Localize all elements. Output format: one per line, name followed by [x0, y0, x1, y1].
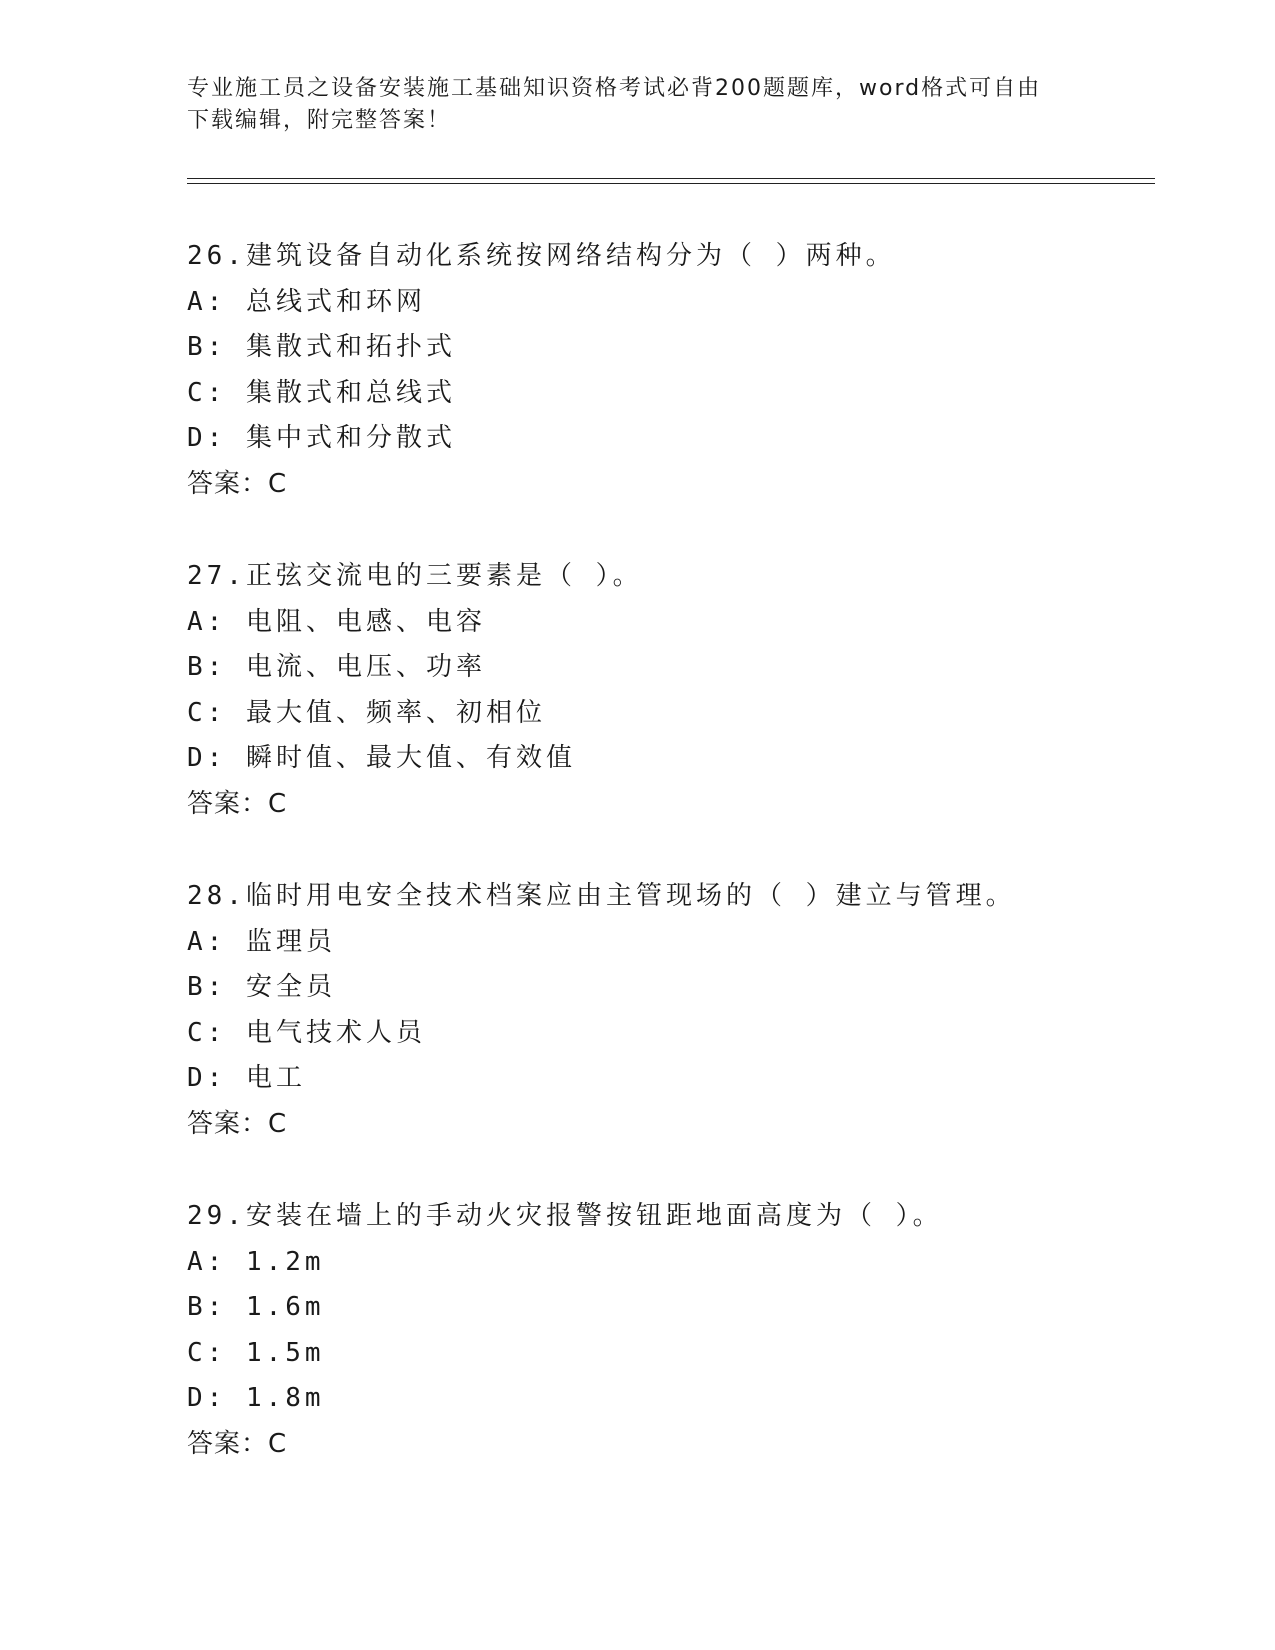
header-divider-top [187, 178, 1155, 179]
question-28 [187, 874, 1155, 1147]
header-title-line-1: 专业施工员之设备安装施工基础知识资格考试必背200题题库，word格式可自由 [187, 76, 1042, 101]
option-c: C: 电气技术人员 [187, 1017, 426, 1048]
answer: 答案：C [187, 1428, 288, 1459]
answer: 答案：C [187, 468, 288, 499]
option-c: C: 1.5m [187, 1337, 325, 1368]
option-a: A: 监理员 [187, 926, 336, 957]
option-d: D: 电工 [187, 1063, 306, 1093]
answer: 答案：C [187, 788, 288, 819]
option-d: D: 集中式和分散式 [187, 423, 456, 453]
option-b: B: 安全员 [187, 972, 336, 1002]
option-b: B: 电流、电压、功率 [187, 652, 486, 682]
option-d: D: 瞬时值、最大值、有效值 [187, 743, 576, 773]
option-b: B: 1.6m [187, 1292, 325, 1322]
document-header [187, 73, 1087, 137]
header-title-line-2: 下载编辑，附完整答案！ [187, 108, 452, 133]
question-list [187, 234, 1155, 1514]
option-b: B: 集散式和拓扑式 [187, 332, 456, 362]
option-a: A: 总线式和环网 [187, 286, 426, 317]
option-d: D: 1.8m [187, 1383, 325, 1413]
question-stem: 29.安装在墙上的手动火灾报警按钮距地面高度为（ ）。 [187, 1201, 943, 1231]
answer: 答案：C [187, 1108, 288, 1139]
question-stem: 28.临时用电安全技术档案应由主管现场的（ ）建立与管理。 [187, 881, 1016, 911]
option-c: C: 集散式和总线式 [187, 377, 456, 408]
question-27 [187, 554, 1155, 827]
header-divider-bottom [187, 183, 1155, 184]
question-29 [187, 1194, 1155, 1467]
option-a: A: 1.2m [187, 1246, 325, 1277]
option-c: C: 最大值、频率、初相位 [187, 697, 546, 728]
option-a: A: 电阻、电感、电容 [187, 606, 486, 637]
question-26 [187, 234, 1155, 507]
question-stem: 27.正弦交流电的三要素是（ ）。 [187, 561, 643, 591]
question-stem: 26.建筑设备自动化系统按网络结构分为（ ）两种。 [187, 241, 896, 271]
